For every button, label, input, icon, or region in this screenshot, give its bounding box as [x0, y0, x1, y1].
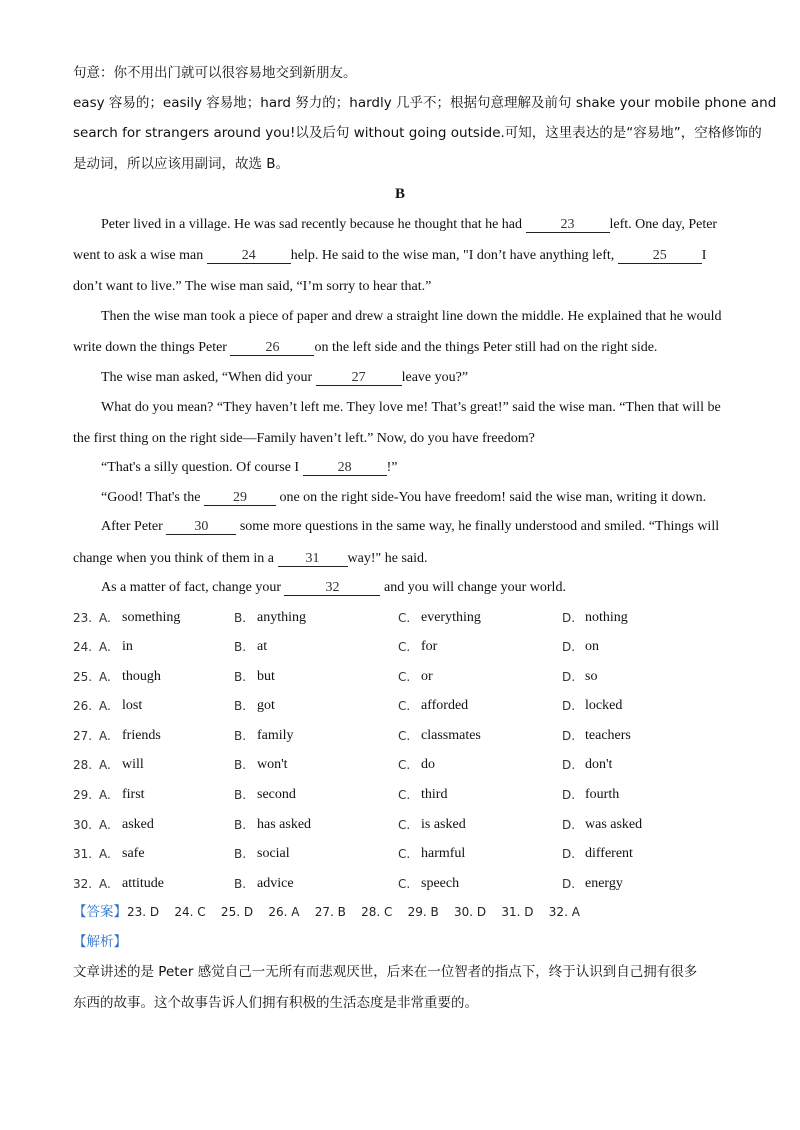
section-title: B — [394, 186, 405, 202]
prev-explanation-line: search for strangers around you!以及后句 without going outside.可知，这里表达的是“容易地”，空格修饰的 — [73, 125, 762, 141]
passage-line: “That's a silly question. Of course I 28 !” — [101, 460, 398, 475]
passage-line: don’t want to live.” The wise man said, “I’m sorry to hear that.” — [73, 279, 432, 294]
option-a[interactable]: safe — [122, 846, 145, 861]
passage-line: The wise man asked, “When did your 27 leave you?” — [101, 370, 469, 385]
passage-line: change when you think of them in a 31 way!" he said. — [73, 551, 428, 566]
option-c[interactable]: everything — [421, 610, 481, 625]
option-d[interactable]: on — [585, 639, 599, 654]
answer-line — [73, 903, 580, 922]
option-d[interactable]: locked — [585, 698, 623, 713]
answer-label: 【答案】 — [73, 904, 127, 920]
option-c[interactable]: do — [421, 757, 435, 772]
blank-30[interactable]: 30 — [166, 519, 236, 535]
option-letter-c: C. — [398, 611, 411, 625]
option-letter-a: A. — [99, 699, 111, 713]
option-letter-b: B. — [234, 729, 247, 743]
passage-line: went to ask a wise man 24 help. He said to the wise man, "I don’t have anything left, 25 I — [73, 248, 707, 263]
option-letter-a: A. — [99, 729, 111, 743]
option-letter-c: C. — [398, 640, 411, 654]
option-letter-a: A. — [99, 847, 111, 861]
option-letter-a: A. — [99, 670, 111, 684]
option-b[interactable]: at — [257, 639, 268, 654]
option-letter-b: B. — [234, 670, 247, 684]
option-letter-a: A. — [99, 611, 111, 625]
option-letter-d: D. — [562, 788, 576, 802]
option-a[interactable]: asked — [122, 817, 154, 832]
option-d[interactable]: don't — [585, 757, 613, 772]
question-number: 30. — [73, 818, 93, 832]
option-letter-c: C. — [398, 699, 411, 713]
option-c[interactable]: for — [421, 639, 438, 654]
option-c[interactable]: is asked — [421, 817, 466, 832]
option-a[interactable]: something — [122, 610, 181, 625]
option-letter-c: C. — [398, 847, 411, 861]
option-a[interactable]: friends — [122, 728, 161, 743]
option-letter-a: A. — [99, 758, 111, 772]
option-letter-a: A. — [99, 818, 111, 832]
prev-explanation-line: easy 容易的；easily 容易地；hard 努力的；hardly 几乎不；根据句意理解及前句 shake your mobile phone and — [73, 95, 777, 111]
passage-line: Peter lived in a village. He was sad recently because he thought that he had 23 left. One day, Peter — [101, 217, 718, 232]
option-c[interactable]: harmful — [421, 846, 466, 861]
blank-27[interactable]: 27 — [316, 370, 402, 386]
option-b[interactable]: anything — [257, 610, 306, 625]
option-letter-a: A. — [99, 640, 111, 654]
blank-25[interactable]: 25 — [618, 248, 702, 264]
option-letter-d: D. — [562, 670, 576, 684]
option-d[interactable]: different — [585, 846, 633, 861]
option-b[interactable]: but — [257, 669, 275, 684]
option-a[interactable]: attitude — [122, 876, 164, 891]
option-letter-d: D. — [562, 611, 576, 625]
option-letter-a: A. — [99, 877, 111, 891]
option-letter-b: B. — [234, 788, 247, 802]
option-b[interactable]: has asked — [257, 817, 312, 832]
option-letter-b: B. — [234, 758, 247, 772]
passage-line: “Good! That's the 29 one on the right side-You have freedom! said the wise man, writing it down. — [101, 490, 707, 505]
option-letter-c: C. — [398, 788, 411, 802]
option-letter-d: D. — [562, 847, 576, 861]
option-d[interactable]: was asked — [585, 817, 643, 832]
prev-explanation-line: 是动词，所以应该用副词，故选 B。 — [73, 156, 290, 172]
question-number: 24. — [73, 640, 93, 654]
option-a[interactable]: though — [122, 669, 161, 684]
option-b[interactable]: second — [257, 787, 296, 802]
option-c[interactable]: classmates — [421, 728, 481, 743]
option-letter-b: B. — [234, 847, 247, 861]
option-b[interactable]: family — [257, 728, 294, 743]
analysis-label: 【解析】 — [73, 934, 127, 950]
blank-28[interactable]: 28 — [303, 460, 387, 476]
option-letter-c: C. — [398, 877, 411, 891]
option-a[interactable]: first — [122, 787, 145, 802]
option-letter-c: C. — [398, 670, 411, 684]
option-letter-b: B. — [234, 611, 247, 625]
option-d[interactable]: nothing — [585, 610, 628, 625]
blank-32[interactable]: 32 — [284, 580, 380, 596]
analysis-label-line — [73, 933, 127, 952]
option-a[interactable]: in — [122, 639, 133, 654]
blank-31[interactable]: 31 — [278, 551, 348, 567]
option-letter-d: D. — [562, 699, 576, 713]
option-letter-d: D. — [562, 818, 576, 832]
question-number: 29. — [73, 788, 93, 802]
option-d[interactable]: so — [585, 669, 598, 684]
option-c[interactable]: third — [421, 787, 448, 802]
option-d[interactable]: fourth — [585, 787, 620, 802]
option-letter-d: D. — [562, 729, 576, 743]
option-b[interactable]: advice — [257, 876, 294, 891]
option-d[interactable]: energy — [585, 876, 623, 891]
answer-text: 23. D 24. C 25. D 26. A 27. B 28. C 29. B 30. D 31. D 32. A — [127, 905, 580, 919]
question-number: 31. — [73, 847, 93, 861]
option-b[interactable]: social — [257, 846, 290, 861]
question-number: 27. — [73, 729, 93, 743]
blank-26[interactable]: 26 — [230, 340, 314, 356]
option-d[interactable]: teachers — [585, 728, 631, 743]
passage-line: As a matter of fact, change your 32 and you will change your world. — [101, 580, 566, 595]
passage-line: Then the wise man took a piece of paper and drew a straight line down the middle. He explained that he would — [101, 309, 722, 324]
question-number: 28. — [73, 758, 93, 772]
passage-line: What do you mean? “They haven’t left me. They love me! That’s great!” said the wise man. “Then that will be — [101, 400, 721, 415]
option-c[interactable]: afforded — [421, 698, 469, 713]
option-c[interactable]: speech — [421, 876, 460, 891]
option-letter-a: A. — [99, 788, 111, 802]
blank-29[interactable]: 29 — [204, 490, 276, 506]
option-a[interactable]: will — [122, 757, 144, 772]
option-letter-b: B. — [234, 699, 247, 713]
analysis-line: 文章讲述的是 Peter 感觉自己一无所有而悲观厌世，后来在一位智者的指点下，终于认识到自己拥有很多 — [73, 964, 698, 980]
option-b[interactable]: won't — [257, 757, 288, 772]
analysis-line: 东西的故事。这个故事告诉人们拥有积极的生活态度是非常重要的。 — [73, 995, 478, 1011]
question-number: 26. — [73, 699, 93, 713]
option-letter-b: B. — [234, 818, 247, 832]
prev-explanation-line: 句意：你不用出门就可以很容易地交到新朋友。 — [73, 65, 357, 81]
option-letter-b: B. — [234, 877, 247, 891]
option-letter-c: C. — [398, 729, 411, 743]
option-letter-c: C. — [398, 818, 411, 832]
option-letter-c: C. — [398, 758, 411, 772]
option-a[interactable]: lost — [122, 698, 143, 713]
blank-24[interactable]: 24 — [207, 248, 291, 264]
question-number: 23. — [73, 611, 93, 625]
option-c[interactable]: or — [421, 669, 433, 684]
option-letter-b: B. — [234, 640, 247, 654]
option-letter-d: D. — [562, 640, 576, 654]
option-b[interactable]: got — [257, 698, 275, 713]
question-number: 25. — [73, 670, 93, 684]
question-number: 32. — [73, 877, 93, 891]
option-letter-d: D. — [562, 877, 576, 891]
passage-line: the first thing on the right side—Family haven’t left.” Now, do you have freedom? — [73, 431, 535, 446]
passage-line: write down the things Peter 26 on the left side and the things Peter still had on the right side. — [73, 340, 658, 355]
option-letter-d: D. — [562, 758, 576, 772]
blank-23[interactable]: 23 — [526, 217, 610, 233]
passage-line: After Peter 30 some more questions in the same way, he finally understood and smiled. “Things will — [101, 519, 720, 534]
